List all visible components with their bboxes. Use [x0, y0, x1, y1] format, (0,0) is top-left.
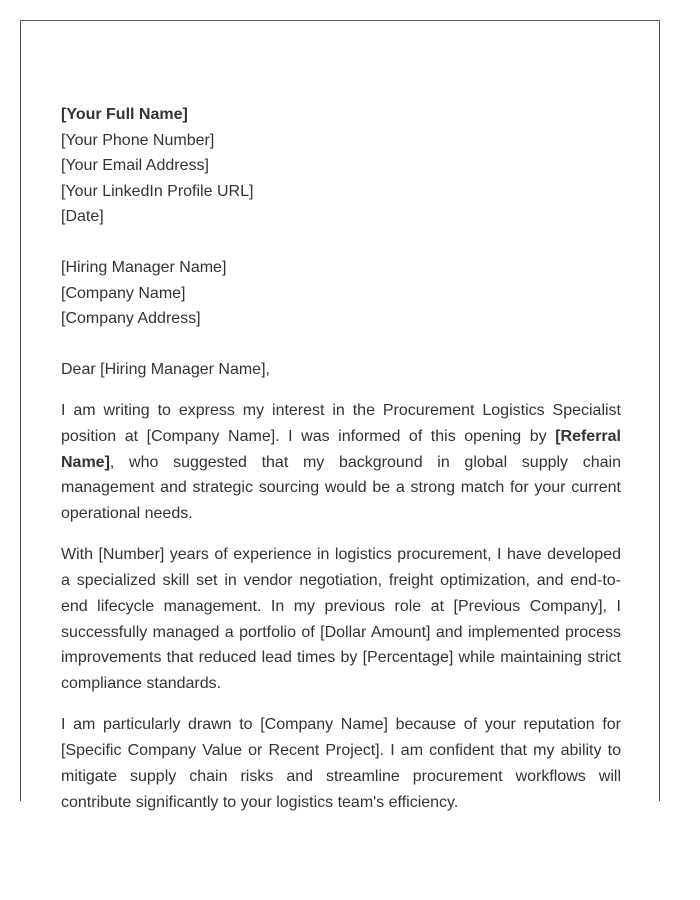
recipient-block — [61, 255, 621, 332]
paragraph-experience: With [Number] years of experience in logistics procurement, I have developed a specialized skill set in vendor negotiation, freight optimization, and end-to-end lifecycle management. In my previous role at [Previous Company], I successfully managed a portfolio of [Dollar Amount] and implemented process improvements that reduced lead times by [Percentage] while maintaining strict compliance standards. — [61, 546, 621, 692]
letter-page — [20, 20, 660, 811]
letter-body — [61, 102, 621, 815]
sender-block — [61, 102, 621, 230]
paragraph-intro — [61, 398, 621, 527]
salutation: Dear [Hiring Manager Name], — [61, 361, 270, 378]
recipient-address: [Company Address] — [61, 310, 201, 327]
paragraph-intro-text-after: , who suggested that my background in global supply chain management and strategic sourcing would be a strong match for your current operational needs. — [61, 453, 621, 522]
sender-email: [Your Email Address] — [61, 157, 209, 174]
sender-name: [Your Full Name] — [61, 106, 188, 123]
sender-linkedin: [Your LinkedIn Profile URL] — [61, 182, 254, 200]
paragraph-motivation: I am particularly drawn to [Company Name] because of your reputation for [Specific Company Value or Recent Project]. I am confident that my ability to mitigate supply chain risks and streamline procurement workflows will contribute significantly to your logistics team's efficiency. — [61, 716, 621, 811]
letter-date: [Date] — [61, 208, 104, 225]
recipient-company: [Company Name] — [61, 284, 186, 302]
recipient-manager: [Hiring Manager Name] — [61, 259, 227, 276]
sender-phone: [Your Phone Number] — [61, 131, 215, 149]
referral-name: [Referral Name] — [61, 427, 621, 471]
paragraph-intro-text-before: I am writing to express my interest in the Procurement Logistics Specialist position at [Company Name]. I was informed of this opening by — [61, 402, 621, 445]
